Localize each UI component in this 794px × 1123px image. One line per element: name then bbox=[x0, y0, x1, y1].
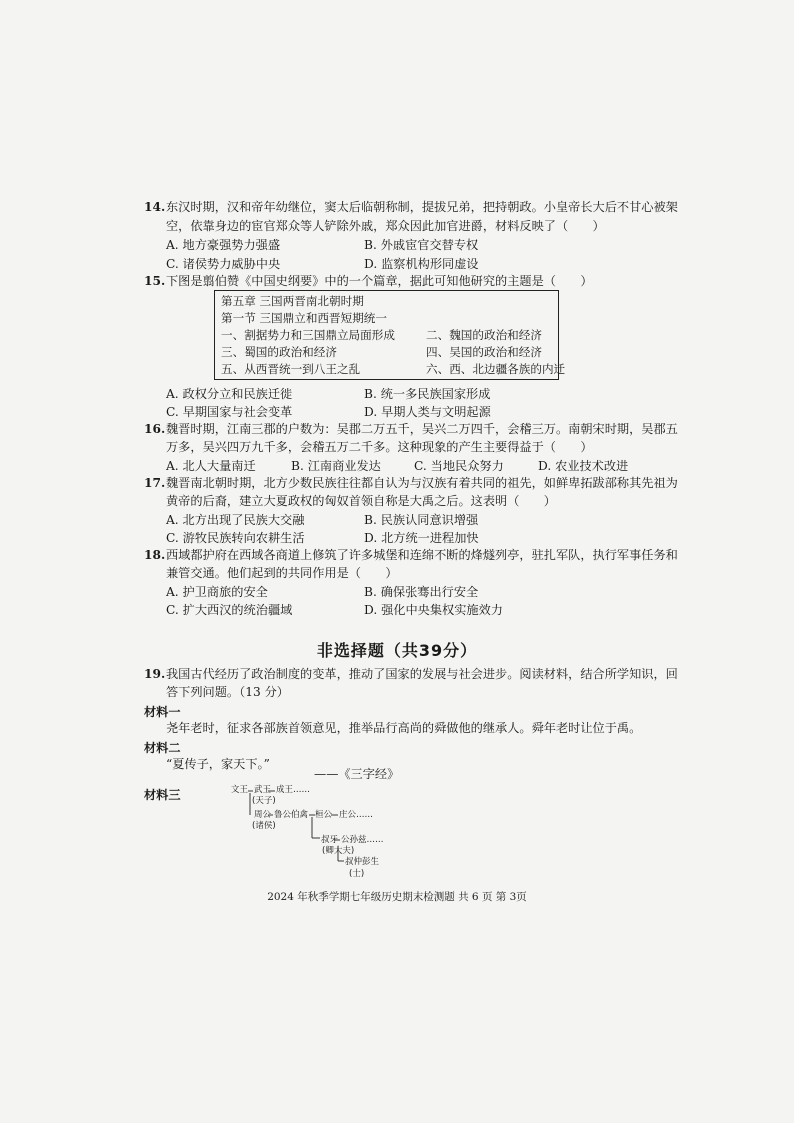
tree-zhougong: 周公 bbox=[254, 810, 272, 820]
q14-number: 14. bbox=[144, 200, 166, 214]
outline-item-3: 三、蜀国的政治和经济 bbox=[221, 345, 337, 359]
material-2-source: ——《三字经》 bbox=[314, 767, 400, 781]
tree-qingdafu: (卿大夫) bbox=[322, 846, 355, 856]
tree-tianzi: (天子) bbox=[252, 796, 276, 806]
material-1-text: 尧年老时，征求各部族首领意见，推举品行高尚的舜做他的继承人。舜年老时让位于禹。 bbox=[166, 721, 642, 735]
q16-stem-line2: 万多，吴兴四万九千多，会稽五万二千多。这种现象的产生主要得益于（ ） bbox=[166, 440, 593, 454]
q19-stem-line2: 答下列问题。（13 分） bbox=[166, 685, 289, 699]
tree-lugong: 鲁公伯禽 bbox=[274, 810, 309, 820]
q15-option-b[interactable]: B. 统一多民族国家形成 bbox=[364, 387, 491, 401]
tree-shuya: 叔牙 bbox=[321, 835, 339, 845]
q18-stem-line2: 兼管交通。他们起到的共同作用是（ ） bbox=[166, 566, 398, 580]
material-2-text: “夏传子，家天下。” bbox=[166, 757, 270, 771]
q16-option-c[interactable]: C. 当地民众努力 bbox=[414, 459, 504, 473]
q14-option-a[interactable]: A. 地方豪强势力强盛 bbox=[166, 238, 281, 252]
q18-option-c[interactable]: C. 扩大西汉的统治疆域 bbox=[166, 603, 293, 617]
outline-item-1: 一、割据势力和三国鼎立局面形成 bbox=[221, 328, 395, 342]
section-title: 非选择题（共39分） bbox=[316, 641, 478, 660]
q17-number: 17. bbox=[144, 476, 166, 490]
q16-number: 16. bbox=[144, 422, 166, 436]
material-3-label: 材料三 bbox=[144, 788, 181, 802]
tree-shuzhong: 叔仲彭生 bbox=[345, 857, 380, 867]
tree-shi: (士) bbox=[349, 869, 365, 879]
q16-stem-line1: 16.魏晋时期，江南三郡的户数为：吴郡二万五千，吴兴二万四千，会稽三万。南朝宋时期，吴郡五 bbox=[144, 422, 678, 436]
q15-option-a[interactable]: A. 政权分立和民族迁徙 bbox=[166, 387, 293, 401]
q15-stem: 15.下图是翦伯赞《中国史纲要》中的一个篇章，据此可知他研究的主题是（ ） bbox=[144, 274, 593, 288]
q19-number: 19. bbox=[144, 667, 166, 681]
tree-zhuanggong: 庄公…… bbox=[339, 810, 374, 820]
outline-section: 第一节 三国鼎立和西晋短期统一 bbox=[221, 311, 387, 325]
tree-huangong: 桓公 bbox=[315, 810, 333, 820]
q18-option-b[interactable]: B. 确保张骞出行安全 bbox=[364, 585, 479, 599]
q15-option-c[interactable]: C. 早期国家与社会变革 bbox=[166, 405, 293, 419]
outline-chapter: 第五章 三国两晋南北朝时期 bbox=[221, 294, 364, 308]
tree-zhuhou: (诸侯) bbox=[252, 821, 276, 831]
q17-option-d[interactable]: D. 北方统一进程加快 bbox=[364, 531, 479, 545]
q14-option-c[interactable]: C. 诸侯势力威胁中央 bbox=[166, 257, 281, 271]
q18-option-d[interactable]: D. 强化中央集权实施效力 bbox=[364, 603, 503, 617]
material-2-label: 材料二 bbox=[144, 741, 181, 755]
page-footer: 2024 年秋季学期七年级历史期末检测题 共 6 页 第 3页 bbox=[267, 891, 527, 903]
q17-option-a[interactable]: A. 北方出现了民族大交融 bbox=[166, 513, 305, 527]
q15-option-d[interactable]: D. 早期人类与文明起源 bbox=[364, 405, 491, 419]
tree-gongsun: 公孙兹…… bbox=[341, 835, 384, 845]
q16-option-d[interactable]: D. 农业技术改进 bbox=[538, 459, 629, 473]
q18-option-a[interactable]: A. 护卫商旅的安全 bbox=[166, 585, 268, 599]
tree-wenwang: 文王 bbox=[231, 785, 249, 795]
tree-chengwang: 成王…… bbox=[276, 785, 311, 795]
material-1-label: 材料一 bbox=[144, 705, 181, 719]
q18-number: 18. bbox=[144, 548, 166, 562]
q14-option-b[interactable]: B. 外戚宦官交替专权 bbox=[364, 238, 479, 252]
q15-number: 15. bbox=[144, 274, 166, 288]
q16-option-a[interactable]: A. 北人大量南迁 bbox=[166, 459, 256, 473]
q18-stem-line1: 18.西域都护府在西域各商道上修筑了许多城堡和连绵不断的烽燧列亭，驻扎军队，执行军事任务和 bbox=[144, 548, 678, 562]
q17-stem-line1: 17.魏晋南北朝时期，北方少数民族往往都自认为与汉族有着共同的祖先，如鲜卑拓跋部称其先祖为 bbox=[144, 476, 678, 490]
q14-stem-line2: 空，依靠身边的宦官郑众等人铲除外戚，郑众因此加官进爵，材料反映了（ ） bbox=[166, 219, 605, 233]
outline-item-5: 五、从西晋统一到八王之乱 bbox=[221, 362, 361, 376]
tree-wuwang: 武王 bbox=[254, 785, 272, 795]
q17-option-b[interactable]: B. 民族认同意识增强 bbox=[364, 513, 479, 527]
q14-option-d[interactable]: D. 监察机构形同虚设 bbox=[364, 257, 479, 271]
q14-stem-line1: 14.东汉时期，汉和帝年幼继位，窦太后临朝称制，提拔兄弟，把持朝政。小皇帝长大后不甘心被架 bbox=[144, 200, 678, 214]
outline-item-6: 六、西、北边疆各族的内迁 bbox=[426, 362, 566, 376]
q17-stem-line2: 黄帝的后裔，建立大夏政权的匈奴首领自称是大禹之后。这表明（ ） bbox=[166, 494, 556, 508]
q17-option-c[interactable]: C. 游牧民族转向农耕生活 bbox=[166, 531, 305, 545]
q19-stem-line1: 19.我国古代经历了政治制度的变革，推动了国家的发展与社会进步。阅读材料，结合所学知识，回 bbox=[144, 667, 678, 681]
q16-option-b[interactable]: B. 江南商业发达 bbox=[291, 459, 381, 473]
outline-item-4: 四、吴国的政治和经济 bbox=[426, 345, 542, 359]
outline-item-2: 二、魏国的政治和经济 bbox=[426, 328, 542, 342]
